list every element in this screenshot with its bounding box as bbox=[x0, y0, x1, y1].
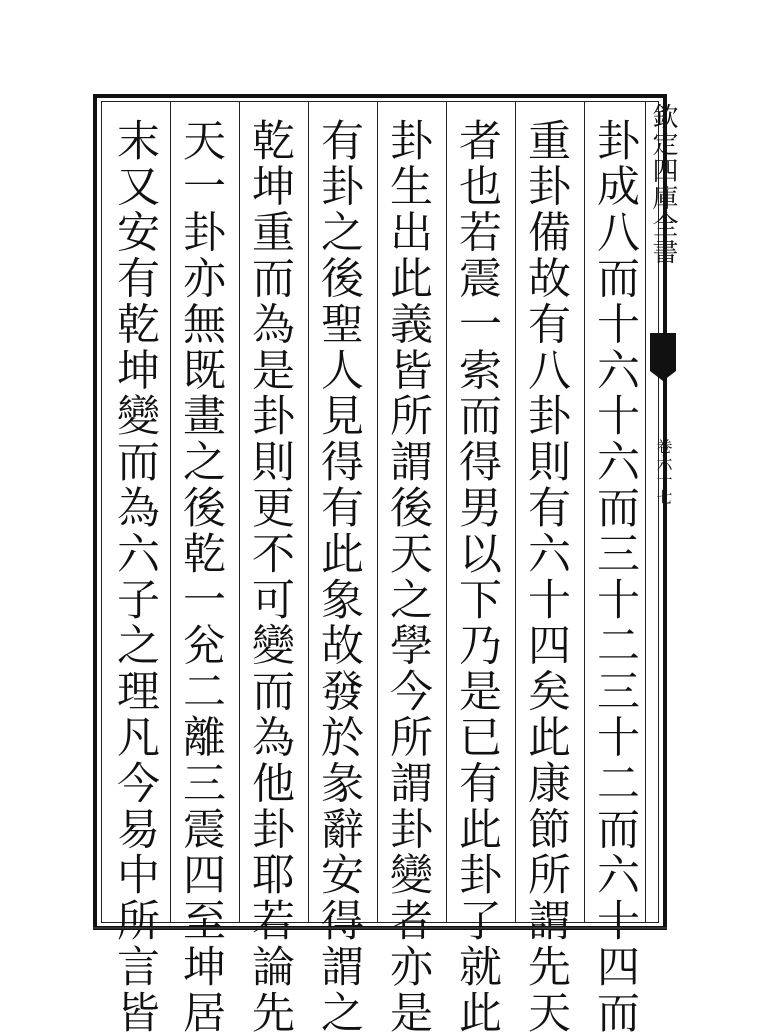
book-title: 欽定四庫全書 bbox=[648, 103, 678, 265]
text-column-8: 末又安有乾坤變而為六子之理凡今易中所言皆 bbox=[110, 118, 160, 1036]
bottom-rule bbox=[93, 927, 667, 929]
fishtail-mark-icon bbox=[650, 333, 676, 371]
text-column-4: 卦生出此義皆所謂後天之學今所謂卦變者亦是 bbox=[383, 118, 433, 1036]
text-column-3: 者也若震一索而得男以下乃是已有此卦了就此 bbox=[452, 118, 502, 1036]
text-column-7: 天一卦亦無既畫之後乾一兊二離三震四至坤居 bbox=[176, 118, 226, 1036]
text-column-6: 乾坤重而為是卦則更不可變而為他卦耶若論先 bbox=[245, 118, 295, 1036]
text-column-5: 有卦之後聖人見得有此象故發於彖辭安得謂之 bbox=[314, 118, 364, 1036]
text-column-2: 重卦備故有八卦則有六十四矣此康節所謂先天 bbox=[521, 118, 571, 1036]
text-column-1: 卦成八而十六十六而三十二三十二而六十四而 bbox=[590, 118, 640, 1036]
volume-label: 卷六十七 bbox=[654, 438, 673, 506]
